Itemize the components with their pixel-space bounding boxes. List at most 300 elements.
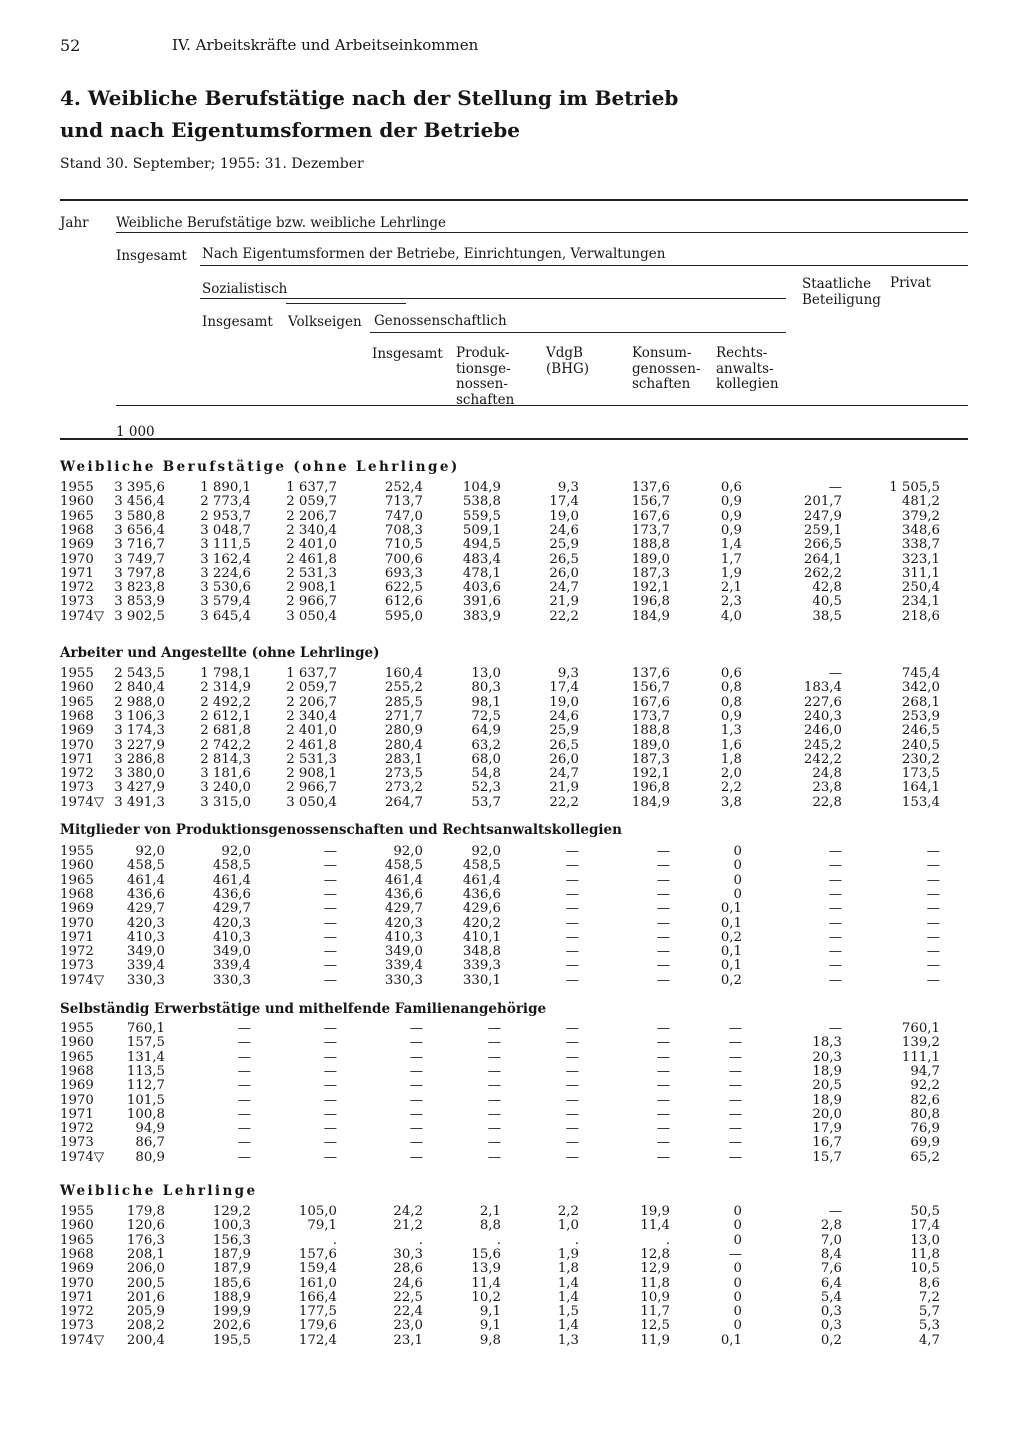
value-cell: 349,0	[126, 944, 165, 960]
value-cell: 160,4	[384, 666, 423, 681]
value-cell: —	[237, 1035, 251, 1051]
value-cell: 391,6	[462, 594, 501, 610]
value-cell: 339,3	[462, 958, 501, 974]
section-title: Weibliche Lehrlinge	[60, 1183, 258, 1199]
section-title: Arbeiter und Angestellte (ohne Lehrlinge)	[60, 645, 380, 661]
value-cell: —	[323, 1149, 337, 1165]
table-row	[0, 1248, 1024, 1262]
value-cell: 176,3	[126, 1232, 165, 1248]
value-cell: 156,3	[212, 1232, 251, 1248]
value-cell: 30,3	[393, 1246, 423, 1262]
year-cell: 1971	[60, 1289, 94, 1305]
table-row	[0, 1205, 1024, 1219]
value-cell: 1,3	[557, 1332, 579, 1348]
col-volkseigen: Volkseigen	[288, 314, 362, 330]
value-cell: —	[323, 944, 337, 960]
value-cell: 24,6	[549, 522, 579, 538]
table-row	[0, 581, 1024, 595]
table-row	[0, 1291, 1024, 1305]
value-cell: 330,3	[212, 972, 251, 988]
value-cell: 255,2	[384, 680, 423, 696]
value-cell: 342,0	[901, 680, 940, 696]
value-cell: 8,6	[918, 1275, 940, 1291]
value-cell: 188,9	[212, 1289, 251, 1305]
value-cell: 4,7	[918, 1332, 940, 1348]
table-row	[0, 753, 1024, 767]
value-cell: 187,9	[212, 1261, 251, 1277]
table-row	[0, 553, 1024, 567]
value-cell: 2 773,4	[200, 494, 251, 510]
value-cell: 189,0	[631, 737, 670, 753]
value-cell: —	[409, 1149, 423, 1165]
value-cell: 3 579,4	[200, 594, 251, 610]
value-cell: 481,2	[901, 494, 940, 510]
value-cell: 26,5	[549, 737, 579, 753]
value-cell: —	[237, 1063, 251, 1079]
value-cell: 2 461,8	[286, 737, 337, 753]
value-cell: 22,2	[549, 608, 579, 624]
col-vdgb: VdgB (BHG)	[546, 345, 590, 377]
col-unit: 1 000	[116, 424, 155, 440]
value-cell: —	[409, 1135, 423, 1151]
top-rule	[60, 199, 968, 201]
value-cell: —	[565, 858, 579, 874]
value-cell: —	[656, 1035, 670, 1051]
value-cell: 0	[733, 1275, 742, 1291]
value-cell: 11,8	[910, 1246, 940, 1262]
value-cell: 280,9	[384, 723, 423, 739]
value-cell: —	[323, 1035, 337, 1051]
value-cell: —	[926, 915, 940, 931]
value-cell: —	[487, 1021, 501, 1036]
value-cell: —	[926, 958, 940, 974]
value-cell: 271,7	[384, 708, 423, 724]
table-row	[0, 495, 1024, 509]
value-cell: —	[487, 1078, 501, 1094]
value-cell: 10,2	[471, 1289, 501, 1305]
value-cell: 23,8	[812, 780, 842, 796]
value-cell: 708,3	[384, 522, 423, 538]
value-cell: 246,0	[803, 723, 842, 739]
value-cell: —	[487, 1063, 501, 1079]
value-cell: 113,5	[126, 1063, 165, 1079]
value-cell: 2 814,3	[200, 751, 251, 767]
value-cell: —	[926, 872, 940, 888]
value-cell: 0,1	[720, 944, 742, 960]
value-cell: —	[409, 1121, 423, 1137]
value-cell: —	[656, 1049, 670, 1065]
value-cell: 104,9	[462, 480, 501, 495]
value-cell: —	[487, 1092, 501, 1108]
value-cell: 2,3	[720, 594, 742, 610]
value-cell: 92,0	[135, 844, 165, 859]
value-cell: 40,5	[812, 594, 842, 610]
value-cell: 137,6	[631, 480, 670, 495]
value-cell: —	[828, 972, 842, 988]
value-cell: 0	[733, 1261, 742, 1277]
value-cell: 227,6	[803, 694, 842, 710]
value-cell: 208,2	[126, 1318, 165, 1334]
value-cell: 54,8	[471, 766, 501, 782]
year-cell: 1955	[60, 1021, 94, 1036]
value-cell: 86,7	[135, 1135, 165, 1151]
table-row	[0, 1094, 1024, 1108]
value-cell: 242,2	[803, 751, 842, 767]
value-cell: 0	[733, 872, 742, 888]
value-cell: —	[728, 1149, 742, 1165]
value-cell: —	[323, 958, 337, 974]
value-cell: 195,5	[212, 1332, 251, 1348]
value-cell: 17,4	[549, 494, 579, 510]
value-cell: 9,1	[479, 1318, 501, 1334]
value-cell: —	[237, 1078, 251, 1094]
value-cell: —	[828, 929, 842, 945]
value-cell: 494,5	[462, 537, 501, 553]
value-cell: —	[323, 844, 337, 859]
value-cell: 7,6	[820, 1261, 842, 1277]
value-cell: 3 656,4	[114, 522, 165, 538]
year-cell: 1974▽	[60, 972, 105, 988]
value-cell: —	[926, 944, 940, 960]
year-cell: 1974▽	[60, 1332, 105, 1348]
value-cell: —	[656, 901, 670, 917]
value-cell: 259,1	[803, 522, 842, 538]
value-cell: 323,1	[901, 551, 940, 567]
year-cell: 1973	[60, 780, 94, 796]
value-cell: 1,6	[720, 737, 742, 753]
value-cell: 8,4	[820, 1246, 842, 1262]
value-cell: —	[323, 858, 337, 874]
col-rechtsanwalt: Rechts- anwalts- kollegien	[716, 345, 779, 392]
value-cell: —	[565, 1035, 579, 1051]
value-cell: —	[828, 1021, 842, 1036]
table-row	[0, 1136, 1024, 1150]
value-cell: 92,0	[221, 844, 251, 859]
value-cell: 410,3	[212, 929, 251, 945]
value-cell: 173,7	[631, 522, 670, 538]
year-cell: 1960	[60, 1035, 94, 1051]
value-cell: 5,3	[918, 1318, 940, 1334]
table-row	[0, 595, 1024, 609]
table-row	[0, 567, 1024, 581]
value-cell: 167,6	[631, 694, 670, 710]
value-cell: 240,3	[803, 708, 842, 724]
value-cell: 1,4	[557, 1318, 579, 1334]
value-cell: 266,5	[803, 537, 842, 553]
value-cell: —	[656, 958, 670, 974]
value-cell: 3 048,7	[200, 522, 251, 538]
value-cell: 0,8	[720, 694, 742, 710]
value-cell: —	[323, 1135, 337, 1151]
year-cell: 1968	[60, 708, 94, 724]
value-cell: 9,8	[479, 1332, 501, 1348]
value-cell: 4,0	[720, 608, 742, 624]
value-cell: —	[565, 1021, 579, 1036]
value-cell: 429,7	[384, 901, 423, 917]
value-cell: 2 059,7	[286, 494, 337, 510]
table-subtitle: Stand 30. September; 1955: 31. Dezember	[60, 156, 364, 172]
value-cell: —	[409, 1035, 423, 1051]
value-cell: 3 174,3	[114, 723, 165, 739]
value-cell: 3 106,3	[114, 708, 165, 724]
value-cell: 177,5	[298, 1304, 337, 1320]
value-cell: 3 227,9	[114, 737, 165, 753]
value-cell: 461,4	[384, 872, 423, 888]
value-cell: —	[237, 1149, 251, 1165]
value-cell: 436,6	[462, 886, 501, 902]
value-cell: 11,4	[471, 1275, 501, 1291]
value-cell: —	[565, 972, 579, 988]
table-row	[0, 959, 1024, 973]
section-title: Selbständig Erwerbstätige und mithelfende Familienangehörige	[60, 1001, 547, 1017]
value-cell: 311,1	[901, 565, 940, 581]
value-cell: 6,4	[820, 1275, 842, 1291]
value-cell: 63,2	[471, 737, 501, 753]
value-cell: —	[565, 1135, 579, 1151]
col-genossenschaftlich: Genossenschaftlich	[374, 313, 507, 329]
value-cell: 3 395,6	[114, 480, 165, 495]
table-row	[0, 874, 1024, 888]
page-number: 52	[60, 36, 81, 55]
value-cell: 23,1	[393, 1332, 423, 1348]
value-cell: 157,5	[126, 1035, 165, 1051]
value-cell: 3 716,7	[114, 537, 165, 553]
value-cell: 82,6	[910, 1092, 940, 1108]
value-cell: 76,9	[910, 1121, 940, 1137]
value-cell: 19,0	[549, 694, 579, 710]
value-cell: 200,4	[126, 1332, 165, 1348]
value-cell: 253,9	[901, 708, 940, 724]
value-cell: —	[656, 858, 670, 874]
year-cell: 1973	[60, 594, 94, 610]
value-cell: 0	[733, 1304, 742, 1320]
value-cell: —	[565, 901, 579, 917]
value-cell: 0,1	[720, 958, 742, 974]
value-cell: 12,9	[640, 1261, 670, 1277]
value-cell: —	[565, 886, 579, 902]
value-cell: 196,8	[631, 780, 670, 796]
value-cell: 173,7	[631, 708, 670, 724]
value-cell: 436,6	[212, 886, 251, 902]
col-staatliche: Staatliche Beteiligung	[802, 276, 881, 308]
value-cell: 348,6	[901, 522, 940, 538]
value-cell: 2,1	[720, 580, 742, 596]
value-cell: 11,7	[640, 1304, 670, 1320]
table-row	[0, 739, 1024, 753]
value-cell: 538,8	[462, 494, 501, 510]
value-cell: 3 823,8	[114, 580, 165, 596]
value-cell: 247,9	[803, 508, 842, 524]
value-cell: 20,5	[812, 1078, 842, 1094]
col-privat: Privat	[890, 275, 931, 291]
value-cell: —	[926, 886, 940, 902]
value-cell: 22,4	[393, 1304, 423, 1320]
value-cell: —	[656, 944, 670, 960]
value-cell: .	[574, 1232, 579, 1248]
value-cell: 157,6	[298, 1246, 337, 1262]
year-cell: 1970	[60, 1092, 94, 1108]
value-cell: 745,4	[901, 666, 940, 681]
value-cell: 201,6	[126, 1289, 165, 1305]
year-cell: 1974▽	[60, 794, 105, 810]
value-cell: 25,9	[549, 723, 579, 739]
table-row	[0, 859, 1024, 873]
value-cell: 2 206,7	[286, 694, 337, 710]
value-cell: 1,0	[557, 1218, 579, 1234]
value-cell: 5,7	[918, 1304, 940, 1320]
col-insgesamt: Insgesamt	[116, 248, 187, 264]
value-cell: 280,4	[384, 737, 423, 753]
table-row	[0, 667, 1024, 681]
value-cell: 92,0	[393, 844, 423, 859]
value-cell: 264,7	[384, 794, 423, 810]
value-cell: 1,5	[557, 1304, 579, 1320]
value-cell: —	[565, 1049, 579, 1065]
table-row	[0, 931, 1024, 945]
value-cell: 1,9	[720, 565, 742, 581]
value-cell: 1 637,7	[286, 666, 337, 681]
table-row	[0, 1219, 1024, 1233]
value-cell: 20,3	[812, 1049, 842, 1065]
value-cell: 21,2	[393, 1218, 423, 1234]
value-cell: 8,8	[479, 1218, 501, 1234]
value-cell: —	[926, 858, 940, 874]
value-cell: 80,8	[910, 1106, 940, 1122]
table-row	[0, 1305, 1024, 1319]
value-cell: 98,1	[471, 694, 501, 710]
value-cell: 0	[733, 1232, 742, 1248]
value-cell: 0	[733, 844, 742, 859]
value-cell: —	[656, 1135, 670, 1151]
year-cell: 1970	[60, 915, 94, 931]
value-cell: 5,4	[820, 1289, 842, 1305]
value-cell: 2 531,3	[286, 565, 337, 581]
value-cell: —	[487, 1121, 501, 1137]
value-cell: 0	[733, 1204, 742, 1219]
table-row	[0, 1319, 1024, 1333]
value-cell: 3 427,9	[114, 780, 165, 796]
value-cell: 268,1	[901, 694, 940, 710]
value-cell: 760,1	[126, 1021, 165, 1036]
value-cell: —	[656, 929, 670, 945]
value-cell: 192,1	[631, 766, 670, 782]
year-cell: 1970	[60, 737, 94, 753]
value-cell: 1,4	[720, 537, 742, 553]
value-cell: 595,0	[384, 608, 423, 624]
table-row	[0, 481, 1024, 495]
year-cell: 1974▽	[60, 1149, 105, 1165]
value-cell: 349,0	[384, 944, 423, 960]
value-cell: 1,4	[557, 1289, 579, 1305]
value-cell: 120,6	[126, 1218, 165, 1234]
value-cell: —	[656, 886, 670, 902]
value-cell: 21,9	[549, 780, 579, 796]
value-cell: 2 206,7	[286, 508, 337, 524]
value-cell: 2 742,2	[200, 737, 251, 753]
value-cell: 192,1	[631, 580, 670, 596]
value-cell: —	[656, 1121, 670, 1137]
value-cell: 100,8	[126, 1106, 165, 1122]
year-cell: 1973	[60, 958, 94, 974]
value-cell: —	[323, 929, 337, 945]
value-cell: 18,9	[812, 1092, 842, 1108]
value-cell: 2 612,1	[200, 708, 251, 724]
value-cell: 24,7	[549, 766, 579, 782]
value-cell: 2 059,7	[286, 680, 337, 696]
value-cell: 0	[733, 1218, 742, 1234]
value-cell: —	[237, 1106, 251, 1122]
year-cell: 1973	[60, 1318, 94, 1334]
value-cell: —	[409, 1106, 423, 1122]
value-cell: 483,4	[462, 551, 501, 567]
value-cell: 747,0	[384, 508, 423, 524]
table-row	[0, 1334, 1024, 1348]
value-cell: 26,0	[549, 751, 579, 767]
value-cell: —	[487, 1149, 501, 1165]
value-cell: 458,5	[212, 858, 251, 874]
year-cell: 1968	[60, 886, 94, 902]
value-cell: —	[237, 1021, 251, 1036]
year-cell: 1972	[60, 1304, 94, 1320]
value-cell: 0,3	[820, 1318, 842, 1334]
value-cell: 3 580,8	[114, 508, 165, 524]
value-cell: —	[728, 1106, 742, 1122]
value-cell: 94,7	[910, 1063, 940, 1079]
value-cell: 15,6	[471, 1246, 501, 1262]
value-cell: 65,2	[910, 1149, 940, 1165]
value-cell: —	[828, 480, 842, 495]
table-row	[0, 524, 1024, 538]
table-row	[0, 1065, 1024, 1079]
table-row	[0, 767, 1024, 781]
value-cell: 700,6	[384, 551, 423, 567]
value-cell: 348,8	[462, 944, 501, 960]
value-cell: 173,5	[901, 766, 940, 782]
value-cell: 2,8	[820, 1218, 842, 1234]
value-cell: —	[926, 844, 940, 859]
value-cell: 19,0	[549, 508, 579, 524]
value-cell: —	[728, 1135, 742, 1151]
year-cell: 1972	[60, 1121, 94, 1137]
value-cell: 2 681,8	[200, 723, 251, 739]
value-cell: 69,9	[910, 1135, 940, 1151]
value-cell: 1 798,1	[200, 666, 251, 681]
value-cell: —	[828, 886, 842, 902]
header-rule-2	[200, 265, 968, 266]
value-cell: 458,5	[126, 858, 165, 874]
table-row	[0, 1036, 1024, 1050]
value-cell: 188,8	[631, 537, 670, 553]
value-cell: —	[565, 1149, 579, 1165]
value-cell: 0,2	[820, 1332, 842, 1348]
value-cell: 202,6	[212, 1318, 251, 1334]
value-cell: —	[323, 886, 337, 902]
value-cell: 383,9	[462, 608, 501, 624]
value-cell: 17,9	[812, 1121, 842, 1137]
value-cell: 10,9	[640, 1289, 670, 1305]
value-cell: —	[487, 1106, 501, 1122]
value-cell: 0,6	[720, 480, 742, 495]
value-cell: 273,5	[384, 766, 423, 782]
year-cell: 1972	[60, 580, 94, 596]
value-cell: 0	[733, 886, 742, 902]
value-cell: 0,9	[720, 494, 742, 510]
value-cell: —	[487, 1049, 501, 1065]
value-cell: 156,7	[631, 680, 670, 696]
value-cell: —	[323, 915, 337, 931]
value-cell: 15,7	[812, 1149, 842, 1165]
year-cell: 1960	[60, 680, 94, 696]
